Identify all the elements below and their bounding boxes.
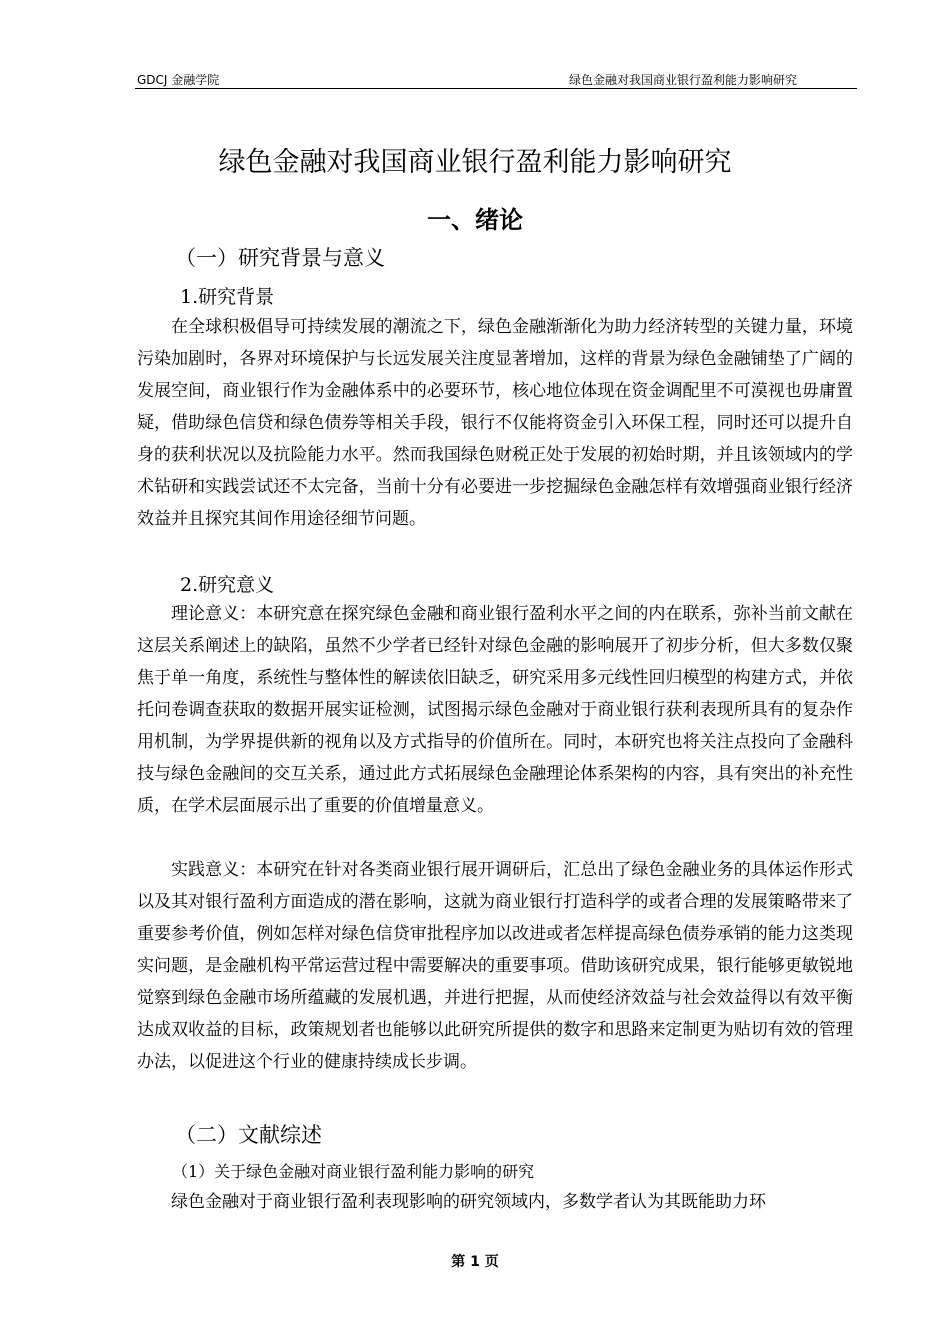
section-heading-literature: （二）文献综述 [175,1123,322,1147]
subsection-heading-background: 1.研究背景 [180,286,275,308]
page-header [135,70,857,89]
chapter-heading: 一、绪论 [427,206,523,234]
paragraph-practical-significance: 实践意义：本研究在针对各类商业银行展开调研后，汇总出了绿色金融业务的具体运作形式以及其对银行盈利方面造成的潜在影响，这就为商业银行打造科学的或者合理的发展策略带来了重要参考价值，例如怎样对绿色信贷审批程序加以改进或者怎样提高绿色债券承销的能力这类现实问题，是金融机构平常运营过程中需要解决的重要事项。借助该研究成果，银行能够更敏锐地觉察到绿色金融市场所蕴藏的发展机遇，并进行把握，从而使经济效益与社会效益得以有效平衡达成双收益的目标，政策规划者也能够以此研究所提供的数字和思路来定制更为贴切有效的管理办法，以促进这个行业的健康持续成长步调。 [137,860,853,1072]
paragraph-background: 在全球积极倡导可持续发展的潮流之下，绿色金融渐渐化为助力经济转型的关键力量，环境污染加剧时，各界对环境保护与长远发展关注度显著增加，这样的背景为绿色金融铺垫了广阔的发展空间，商业银行作为金融体系中的必要环节，核心地位体现在资金调配里不可漠视也毋庸置疑，借助绿色信贷和绿色债券等相关手段，银行不仅能将资金引入环保工程，同时还可以提升自身的获利状况以及抗险能力水平。然而我国绿色财税正处于发展的初始时期，并且该领域内的学术钻研和实践尝试还不太完备，当前十分有必要进一步挖掘绿色金融怎样有效增强商业银行经济效益并且探究其间作用途径细节问题。 [137,317,853,529]
page-number: 第 1 页 [451,1254,499,1270]
header-right-text: 绿色金融对我国商业银行盈利能力影响研究 [568,73,797,87]
paragraph-literature-1: 绿色金融对于商业银行盈利表现影响的研究领域内，多数学者认为其既能助力环 [171,1192,766,1212]
paragraph-theoretical-significance: 理论意义：本研究意在探究绿色金融和商业银行盈利水平之间的内在联系，弥补当前文献在这层关系阐述上的缺陷，虽然不少学者已经针对绿色金融的影响展开了初步分析，但大多数仅聚焦于单一角度，系统性与整体性的解读依旧缺乏，研究采用多元线性回归模型的构建方式，并依托问卷调查获取的数据开展实证检测，试图揭示绿色金融对于商业银行获利表现所具有的复杂作用机制，为学界提供新的视角以及方式指导的价值所在。同时，本研究也将关注点投向了金融科技与绿色金融间的交互关系，通过此方式拓展绿色金融理论体系架构的内容，具有突出的补充性质，在学术层面展示出了重要的价值增量意义。 [137,604,853,816]
document-title: 绿色金融对我国商业银行盈利能力影响研究 [218,147,732,178]
subsection-heading-literature-1: （1）关于绿色金融对商业银行盈利能力影响的研究 [172,1162,535,1181]
subsection-heading-significance: 2.研究意义 [180,574,275,596]
header-left-text: GDCJ 金融学院 [137,73,220,87]
section-heading-background: （一）研究背景与意义 [175,246,385,270]
